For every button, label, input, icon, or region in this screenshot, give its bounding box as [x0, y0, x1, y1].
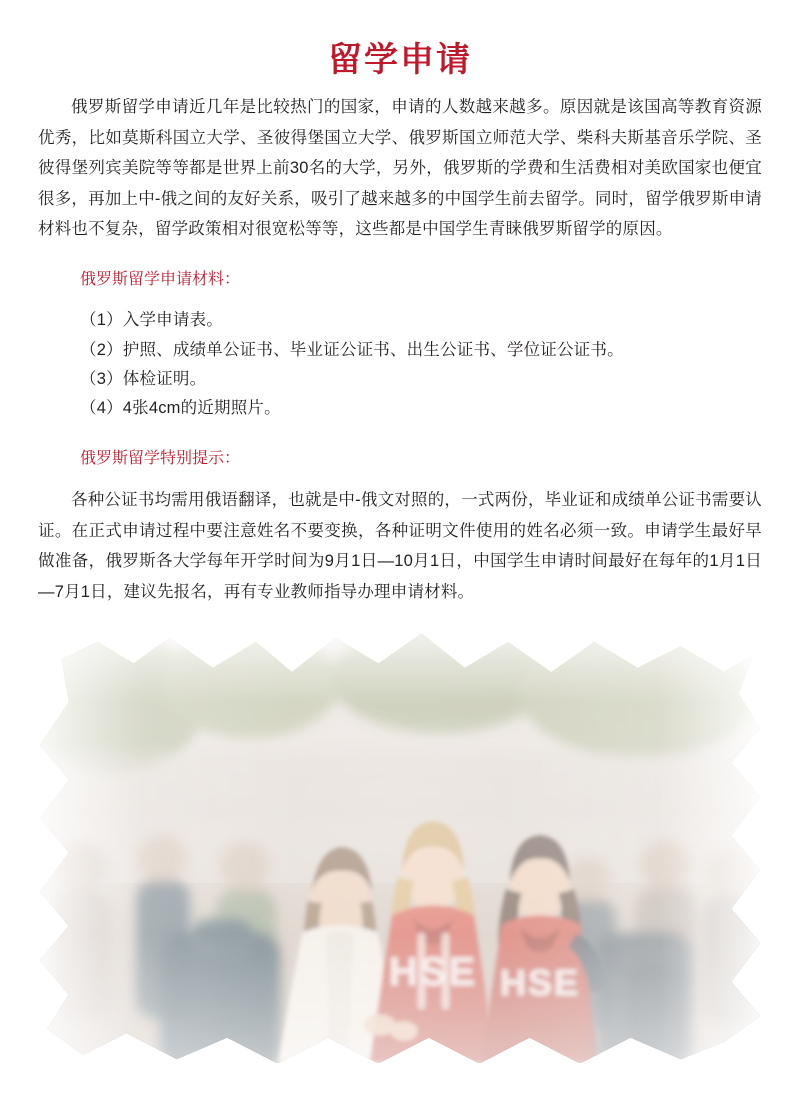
students-group-photo: [40, 633, 760, 1063]
tips-paragraph: 各种公证书均需用俄语翻译，也就是中-俄文对照的，一式两份，毕业证和成绩单公证书需要认证。在正式申请过程中要注意姓名不要变换，各种证明文件使用的姓名必须一致。申请学生最好早做准备，俄罗斯各大学每年开学时间为9月1日—10月1日，中国学生申请时间最好在每年的1月1日—7月1日，建议先报名，再有专业教师指导办理申请材料。: [38, 491, 762, 601]
photo-figure: [40, 633, 760, 1063]
tips-heading: 俄罗斯留学特别提示：: [80, 449, 241, 467]
list-item: （4）4张4cm的近期照片。: [80, 399, 281, 418]
page-title: 留学申请: [328, 41, 472, 79]
materials-heading: 俄罗斯留学申请材料：: [80, 270, 241, 288]
list-item: （2）护照、成绩单公证书、毕业证公证书、出生公证书、学位证公证书。: [80, 340, 624, 359]
materials-list: [38, 306, 762, 423]
list-item: （3）体检证明。: [80, 370, 207, 389]
intro-paragraph: 俄罗斯留学申请近几年是比较热门的国家，申请的人数越来越多。原因就是该国高等教育资源优秀，比如莫斯科国立大学、圣彼得堡国立大学、俄罗斯国立师范大学、柴科夫斯基音乐学院、圣彼得堡列宾美院等等都是世界上前30名的大学，另外，俄罗斯的学费和生活费相对美欧国家也便宜很多，再加上中-俄之间的友好关系，吸引了越来越多的中国学生前去留学。同时，留学俄罗斯申请材料也不复杂，留学政策相对很宽松等等，这些都是中国学生青睐俄罗斯留学的原因。: [38, 98, 762, 239]
list-item: （1）入学申请表。: [80, 311, 223, 330]
document-body: [0, 92, 800, 607]
